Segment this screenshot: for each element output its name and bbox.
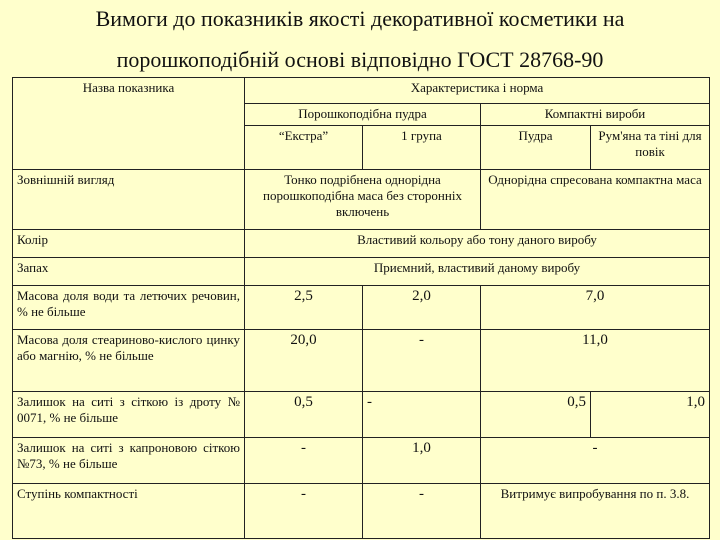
header-powder: Порошкоподібна пудра: [245, 104, 481, 126]
nylon-sieve-group1-value: 1,0: [363, 438, 481, 484]
wire-sieve-group1-value: -: [363, 392, 481, 438]
stearate-compact-value: 11,0: [481, 330, 710, 392]
color-value: Властивий кольору або тону даного виробу: [245, 230, 710, 258]
header-blush-shadows: Рум'яна та тіні для повік: [591, 126, 710, 170]
row-label-wire-sieve: Залишок на ситі з сіткою із дроту № 0071, % не більше: [13, 392, 245, 438]
water-extra-value: 2,5: [245, 286, 363, 330]
header-group-1: 1 група: [363, 126, 481, 170]
wire-sieve-blush-value: 1,0: [591, 392, 710, 438]
appearance-powder-value: Тонко подрібнена однорідна порошкоподібна маса без сторонніх включень: [245, 170, 481, 230]
wire-sieve-compact-powder-value: 0,5: [481, 392, 591, 438]
row-label-appearance: Зовнішній вигляд: [13, 170, 245, 230]
appearance-compact-value: Однорідна спресована компактна маса: [481, 170, 710, 230]
page-title-line-1: Вимоги до показників якості декоративної косметики на: [95, 6, 625, 31]
smell-value: Приємний, властивий даному виробу: [245, 258, 710, 286]
header-characteristic: Характеристика і норма: [245, 78, 710, 104]
row-label-smell: Запах: [13, 258, 245, 286]
header-compact-products: Компактні вироби: [481, 104, 710, 126]
row-label-stearate: Масова доля стеариново-кислого цинку або магнію, % не більше: [13, 330, 245, 392]
row-label-color: Колір: [13, 230, 245, 258]
header-extra: “Екстра”: [245, 126, 363, 170]
nylon-sieve-compact-value: -: [481, 438, 710, 484]
header-compact-powder: Пудра: [481, 126, 591, 170]
row-label-nylon-sieve: Залишок на ситі з капроновою сіткою №73, % не більше: [13, 438, 245, 484]
page-title-line-2: порошкоподібній основі відповідно ГОСТ 28768-90: [116, 47, 604, 72]
row-label-compactness: Ступінь компактності: [13, 484, 245, 539]
wire-sieve-extra-value: 0,5: [245, 392, 363, 438]
stearate-extra-value: 20,0: [245, 330, 363, 392]
water-compact-value: 7,0: [481, 286, 710, 330]
row-label-water: Масова доля води та летючих речовин, % не більше: [13, 286, 245, 330]
compactness-extra-value: -: [245, 484, 363, 539]
water-group1-value: 2,0: [363, 286, 481, 330]
compactness-compact-value: Витримує випробування по п. 3.8.: [481, 484, 710, 539]
nylon-sieve-extra-value: -: [245, 438, 363, 484]
quality-requirements-table: [12, 77, 710, 539]
compactness-group1-value: -: [363, 484, 481, 539]
stearate-group1-value: -: [363, 330, 481, 392]
header-indicator-name: Назва показника: [13, 78, 245, 170]
